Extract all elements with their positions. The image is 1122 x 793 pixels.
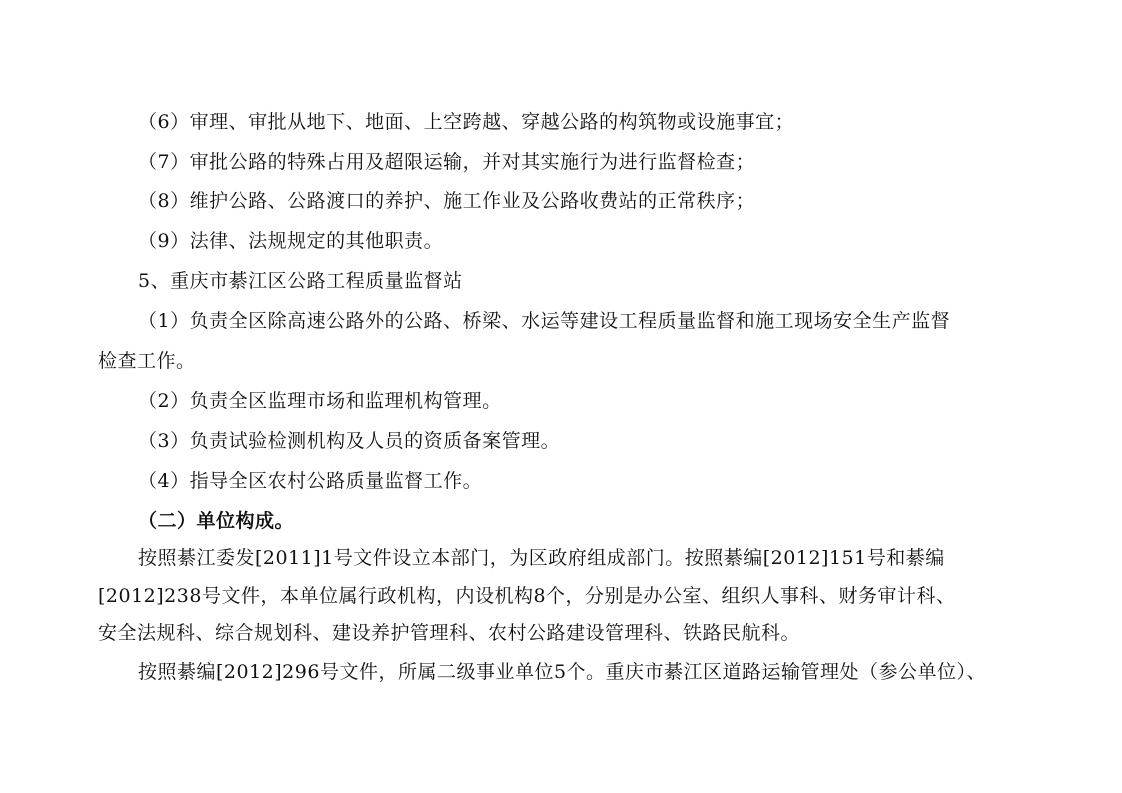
station-duty-1: （1）负责全区除高速公路外的公路、桥梁、水运等建设工程质量监督和施工现场安全生产监督 bbox=[138, 310, 951, 332]
section-heading-quality-station: 5、重庆市綦江区公路工程质量监督站 bbox=[138, 270, 463, 292]
duty-item-9: （9）法律、法规规定的其他职责。 bbox=[138, 230, 444, 252]
paragraph-line-1: 按照綦江委发[2011]1号文件设立本部门，为区政府组成部门。按照綦编[2012]151号和綦编 bbox=[138, 547, 945, 569]
section-heading-unit-composition: （二）单位构成。 bbox=[138, 510, 295, 532]
duty-item-6: （6）审理、审批从地下、地面、上空跨越、穿越公路的构筑物或设施事宜； bbox=[138, 111, 795, 133]
station-duty-2: （2）负责全区监理市场和监理机构管理。 bbox=[138, 390, 502, 412]
paragraph-line-4: 按照綦编[2012]296号文件，所属二级事业单位5个。重庆市綦江区道路运输管理处（参公单位）、 bbox=[138, 661, 987, 683]
station-duty-1-continued: 检查工作。 bbox=[98, 350, 196, 372]
duty-item-7: （7）审批公路的特殊占用及超限运输，并对其实施行为进行监督检查； bbox=[138, 151, 756, 173]
station-duty-4: （4）指导全区农村公路质量监督工作。 bbox=[138, 470, 483, 492]
station-duty-3: （3）负责试验检测机构及人员的资质备案管理。 bbox=[138, 430, 561, 452]
paragraph-line-2: [2012]238号文件，本单位属行政机构，内设机构8个，分别是办公室、组织人事科、财务审计科、 bbox=[98, 585, 956, 607]
duty-item-8: （8）维护公路、公路渡口的养护、施工作业及公路收费站的正常秩序； bbox=[138, 190, 756, 212]
paragraph-line-3: 安全法规科、综合规划科、建设养护管理科、农村公路建设管理科、铁路民航科。 bbox=[98, 622, 801, 644]
